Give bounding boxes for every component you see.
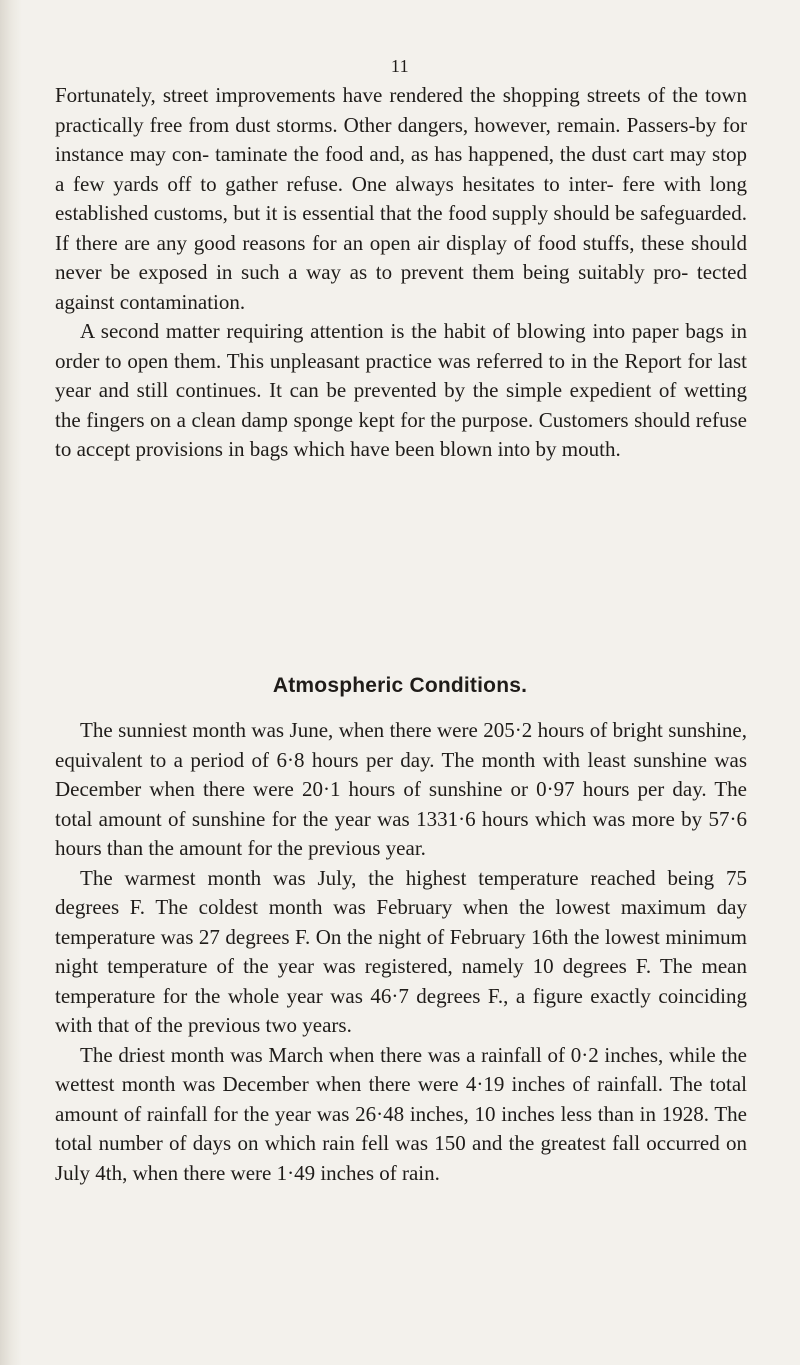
atmospheric-text-block [55,716,747,1188]
paragraph-sunshine: The sunniest month was June, when there were 205·2 hours of bright sunshine, equivalent to a period of 6·8 hours per day. The month with least sunshine was December when there were 20·1 hours of sunshine or 0·97 hours per day. The total amount of sunshine for the year was 1331·6 hours which was more by 57·6 hours than the amount for the previous year. [55,718,747,860]
paragraph-temperature: The warmest month was July, the highest temperature reached being 75 degrees F. The coldest month was February when the lowest maximum day temperature was 27 degrees F. On the night of February 16th the lowest minimum night temperature of the year was registered, namely 10 degrees F. The mean temperature for the whole year was 46·7 degrees F., a figure exactly coinciding with that of the previous two years. [55,865,747,1037]
paragraph-rainfall: The driest month was March when there was a rainfall of 0·2 inches, while the wettest month was December when there were 4·19 inches of rainfall. The total amount of rainfall for the year was 26·48 inches, 10 inches less than in 1928. The total number of days on which rain fell was 150 and the greatest fall occurred on July 4th, when there were 1·49 inches of rain. [55,1042,747,1185]
section-heading: Atmospheric Conditions. [272,674,528,697]
intro-text-block [55,81,747,465]
page-number: 11 [390,56,410,76]
paragraph-paper-bags: A second matter requiring attention is the habit of blowing into paper bags in order to open them. This unpleasant practice was referred to in the Report for last year and still continues. It can be prevented by the simple expedient of wetting the fingers on a clean damp sponge kept for the purpose. Customers should refuse to accept provisions in bags which have been blown into by mouth. [55,319,747,461]
paragraph-street-improvements: Fortunately, street improvements have rendered the shopping streets of the town practically free from dust storms. Other dangers, however, remain. Passers-by for instance may con- taminate the food and, as has happened, the dust cart may stop a few yards off to gather refuse. One always hesitates to inter- fere with long established customs, but it is essential that the food supply should be safeguarded. If there are any good reasons for an open air display of food stuffs, these should never be exposed in such a way as to prevent them being suitably pro- tected against contamination. [55,83,747,314]
